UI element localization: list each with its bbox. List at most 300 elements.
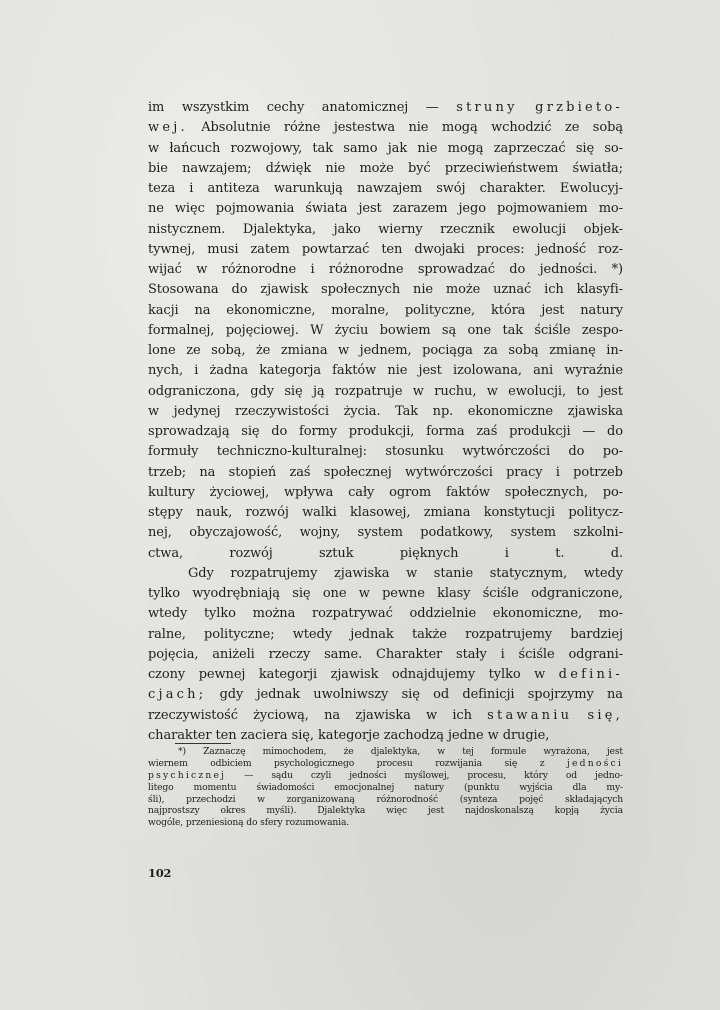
word: rzeczywistość (148, 707, 238, 723)
word: wyrażona, (543, 746, 590, 757)
word: charakter (148, 727, 212, 743)
word: rozwój (229, 545, 273, 561)
word: także (411, 626, 447, 642)
word: jedności. (539, 262, 598, 277)
word: dwojaki (414, 241, 465, 257)
word: wojny, (299, 525, 341, 541)
word: rozwój (245, 505, 289, 520)
word: jedynej (173, 403, 221, 419)
word: do (607, 424, 623, 439)
spaced-word: cjach; (148, 687, 207, 703)
word: obyczajowość, (189, 525, 283, 541)
word: na (607, 687, 623, 703)
spaced-word: struny (456, 100, 518, 115)
word: jedne (447, 727, 484, 743)
word: cechy (266, 100, 305, 115)
word: wtedy (583, 565, 623, 581)
word: stosunku (385, 444, 444, 460)
word: myśli). (266, 805, 297, 817)
word: produkcji, (348, 424, 415, 439)
text-line (148, 625, 623, 645)
word: się, (291, 727, 314, 743)
word: ewolucji, (508, 383, 567, 399)
word: ściśle (482, 586, 519, 601)
text-line (148, 240, 623, 260)
footnote-block (148, 746, 623, 829)
word: ctwa, (148, 545, 184, 561)
word: produkcji (509, 424, 571, 439)
text-line (148, 503, 623, 523)
word: — (582, 424, 596, 439)
word: i (189, 181, 194, 196)
word: od (433, 687, 450, 703)
word: faktów (445, 484, 490, 500)
word: światła; (572, 160, 623, 176)
word: odbiciem (210, 757, 252, 769)
word: czyli (310, 769, 332, 781)
word: po- (602, 444, 623, 460)
spaced-word: defini- (558, 667, 623, 682)
word: nawzajem (356, 181, 423, 196)
text-line (148, 544, 623, 564)
word: do (568, 444, 585, 460)
text-line (148, 98, 623, 118)
word: samo (343, 140, 378, 156)
word: spojrzymy (527, 687, 594, 703)
word: ani (533, 363, 554, 379)
word: nie (417, 140, 438, 156)
word: czony (148, 667, 186, 682)
text-line (148, 321, 623, 341)
word: najdoskonalszą (464, 805, 534, 817)
word: *) (611, 262, 623, 277)
main-text-block (148, 98, 623, 746)
word: wogóle, (148, 817, 184, 829)
word: tylko (203, 606, 236, 622)
text-line (148, 442, 623, 462)
word: emocjonalnej (334, 781, 395, 793)
word: ralne, (148, 626, 186, 642)
word: się (401, 687, 420, 703)
word: antiteza (207, 181, 260, 196)
word: (punktu (463, 781, 500, 793)
word: społecznej (323, 464, 392, 480)
text-line (148, 341, 623, 361)
footnote-line (148, 770, 623, 782)
word: potrzeb (573, 464, 623, 480)
text-line (148, 179, 623, 199)
word: różnorodne (221, 262, 297, 277)
word: w (487, 727, 499, 743)
word: gdy (250, 383, 274, 399)
word: i (500, 646, 505, 662)
word: na (324, 707, 341, 723)
text-line (148, 645, 623, 665)
page-number: 102 (148, 866, 172, 880)
word: najprostszy (148, 805, 200, 817)
word: ściśle (534, 322, 571, 338)
word: sobą (592, 120, 623, 136)
word: do (271, 424, 288, 439)
word: kacji (148, 302, 179, 318)
word: pojmowaniem (497, 201, 588, 217)
spaced-word: jedności (566, 757, 623, 769)
word: drugie, (502, 727, 550, 743)
word: i (504, 545, 509, 561)
word: kopją (554, 805, 580, 817)
text-line (148, 118, 623, 138)
word: im (148, 100, 165, 115)
word: zorganizowaną (286, 793, 355, 805)
word: wyjścia (519, 781, 553, 793)
word: w (534, 667, 546, 682)
word: sfery (260, 817, 283, 829)
word: ten (215, 727, 237, 743)
word: łańcuch (169, 140, 221, 156)
word: jest (599, 383, 623, 399)
word: się (575, 140, 595, 156)
word: pojęcia, (148, 646, 199, 662)
word: się (504, 757, 518, 769)
word: zjawiska (355, 707, 411, 723)
word: Absolutnie (201, 120, 271, 136)
footnote-line (148, 805, 623, 817)
word: świadomości (256, 781, 315, 793)
text-line (148, 139, 623, 159)
word: sobą (508, 343, 539, 358)
word: do (246, 817, 258, 829)
word: się (284, 383, 303, 399)
word: społecznych, (504, 484, 588, 500)
word: dźwięk (265, 160, 312, 176)
word: nie (413, 282, 433, 298)
word: nauk, (196, 505, 233, 520)
word: przeciwieństwem (444, 160, 559, 176)
word: składających (564, 793, 623, 805)
word: ich (544, 282, 564, 298)
word: sobą, (211, 343, 246, 358)
footnote-line (148, 794, 623, 806)
word: różnorodne (328, 262, 404, 277)
word: — (244, 769, 254, 781)
word: stępy (148, 505, 183, 520)
text-line (148, 665, 623, 685)
text-line (148, 483, 623, 503)
word: *) (178, 746, 186, 757)
word: są (441, 322, 457, 338)
word: wiernem (148, 757, 188, 769)
word: zmiana (423, 505, 471, 520)
word: d. (610, 545, 623, 561)
word: swój (436, 181, 466, 196)
word: rozpatruje (334, 383, 403, 399)
word: klasowej, (350, 505, 411, 520)
word: np. (432, 403, 454, 419)
word: wchodzić (491, 120, 552, 136)
text-line (148, 422, 623, 442)
word: nawzajem; (182, 160, 252, 176)
word: odnajdujemy (391, 667, 476, 682)
word: w (358, 586, 370, 601)
word: do (231, 282, 248, 298)
word: przeniesioną (185, 817, 244, 829)
word: może (445, 282, 481, 298)
word: w (338, 343, 350, 358)
footnote-line (148, 746, 623, 758)
word: rozwijania (435, 757, 482, 769)
word: aniżeli (212, 646, 255, 662)
word: zaciera (240, 727, 288, 743)
word: zespo- (581, 322, 623, 338)
word: one (322, 586, 347, 601)
word: która (490, 302, 526, 318)
word: wytwórczości (405, 464, 493, 480)
word: zjawiska (567, 403, 623, 419)
word: sprowadzać (417, 262, 495, 277)
word: tylko (488, 667, 521, 682)
word: formule (490, 746, 527, 757)
word: formy (299, 424, 338, 439)
word: mo- (598, 201, 623, 217)
word: wtedy (292, 626, 332, 642)
word: nistycznem. (148, 221, 226, 237)
word: Tak (395, 403, 419, 419)
word: być (407, 160, 431, 176)
word: my- (606, 781, 623, 793)
word: bardziej (570, 626, 623, 642)
word: odgraniczona, (148, 383, 240, 399)
spaced-word: wej. (148, 120, 188, 136)
text-line (148, 220, 623, 240)
word: zmiana (280, 343, 328, 358)
word: formuły (148, 444, 199, 460)
word: system (357, 525, 403, 541)
word: ekonomiczne (467, 403, 553, 419)
word: się (241, 424, 260, 439)
word: życiową, (253, 707, 309, 723)
word: i (555, 464, 560, 480)
word: oddzielnie (409, 606, 477, 622)
word: ogrom (389, 484, 432, 500)
word: so- (604, 140, 623, 156)
word: natury (580, 302, 623, 318)
word: Djalektyka, (242, 221, 317, 237)
word: proces: (476, 241, 525, 257)
word: wtedy (148, 606, 188, 622)
word: rzeczy (268, 646, 311, 662)
word: pracy (506, 464, 543, 480)
word: więc (174, 201, 205, 217)
word: ten (381, 241, 403, 257)
word: na (194, 302, 211, 318)
text-line (148, 523, 623, 543)
word: różnorodność (376, 793, 438, 805)
word: jedności (349, 769, 387, 781)
text-line (148, 706, 623, 726)
word: zmianę (549, 343, 596, 358)
word: pewne (382, 586, 425, 601)
word: one (467, 322, 492, 338)
word: ekonomiczne, (492, 606, 582, 622)
word: to (576, 383, 590, 399)
word: nie (408, 120, 429, 136)
word: pociąga (422, 343, 473, 358)
word: bie (148, 160, 168, 176)
word: i (194, 363, 199, 379)
word: lone (148, 343, 176, 358)
word: same. (324, 646, 363, 662)
word: może (359, 160, 394, 176)
word: społecznych (321, 282, 401, 298)
text-line (148, 685, 623, 705)
word: rozpatrywać (311, 606, 393, 622)
word: Stosowana (148, 282, 219, 298)
word: odgrani- (568, 646, 623, 662)
word: trzeb; (148, 464, 187, 480)
word: tej (462, 746, 474, 757)
word: zachodzą (383, 727, 444, 743)
word: zatem (250, 241, 290, 257)
word: że (255, 343, 271, 358)
word: ewolucji (512, 221, 567, 237)
word: jego (458, 201, 486, 217)
word: kategorja (259, 363, 321, 379)
word: jednak (256, 687, 301, 703)
word: podatkowy, (420, 525, 494, 541)
word: śli), (148, 793, 165, 805)
word: odgraniczone, (531, 586, 623, 601)
word: objek- (583, 221, 623, 237)
word: rozpatrujemy (465, 626, 553, 642)
word: wytwórczości (462, 444, 551, 460)
text-line (148, 463, 623, 483)
word: in- (606, 343, 623, 358)
word: od (565, 769, 577, 781)
word: stanie (433, 565, 474, 581)
text-line (148, 564, 623, 584)
word: zaś (476, 424, 498, 439)
word: djalektyka, (370, 746, 421, 757)
word: który (524, 769, 548, 781)
word: zjawisk (260, 282, 309, 298)
word: jednak (350, 626, 394, 642)
word: charakter. (479, 181, 546, 196)
word: jest (427, 805, 444, 817)
word: rzecznik (440, 221, 495, 237)
word: rozumowania. (285, 817, 350, 829)
word: żadna (209, 363, 248, 379)
word: rozwojowy, (230, 140, 303, 156)
word: pewnej (198, 667, 246, 682)
word: rozpatrujemy (230, 565, 318, 581)
word: z (539, 757, 545, 769)
word: nych, (148, 363, 184, 379)
word: mogą (447, 140, 484, 156)
word: Zaznaczę (203, 746, 246, 757)
word: tak (312, 140, 333, 156)
word: warunkują (273, 181, 343, 196)
word: mogą (441, 120, 478, 136)
word: szkolni- (573, 525, 623, 541)
word: w (426, 707, 438, 723)
word: uwolniwszy (313, 687, 389, 703)
word: pojęć (519, 793, 544, 805)
word: tylko (148, 586, 180, 601)
word: zaprzeczać (493, 140, 566, 156)
word: w (148, 140, 160, 156)
word: momentu (193, 781, 237, 793)
word: sztuk (318, 545, 354, 561)
word: ze (186, 343, 201, 358)
word: kategorji (258, 667, 318, 682)
word: w (148, 403, 160, 419)
word: procesu (376, 757, 413, 769)
word: nie (387, 363, 408, 379)
word: jak (387, 140, 408, 156)
word: statycznym, (489, 565, 568, 581)
word: faktów (332, 363, 377, 379)
word: polityczne, (404, 302, 476, 318)
word: pięknych (399, 545, 459, 561)
word: t. (555, 545, 565, 561)
word: jako (333, 221, 361, 237)
footnote-line (148, 782, 623, 794)
word: że (343, 746, 354, 757)
word: klasyfi- (576, 282, 623, 298)
word: klasy (437, 586, 471, 601)
word: ją (312, 383, 325, 399)
word: jest (606, 746, 623, 757)
word: natury (414, 781, 444, 793)
word: Ewolucyj- (559, 181, 623, 196)
word: bowiem (379, 322, 431, 338)
word: zaś (289, 464, 311, 480)
word: W (310, 322, 324, 338)
word: — (425, 100, 439, 115)
word: konstytucji (483, 505, 555, 520)
word: procesu, (467, 769, 507, 781)
word: jednem, (359, 343, 412, 358)
text-line (148, 159, 623, 179)
word: więc (386, 805, 407, 817)
word: stały (456, 646, 487, 662)
text-line (148, 382, 623, 402)
footnote-line (148, 758, 623, 770)
word: wierny (378, 221, 423, 237)
word: myślowej, (404, 769, 450, 781)
word: musi (207, 241, 239, 257)
word: system (510, 525, 557, 541)
word: wpływa (284, 484, 334, 500)
word: tak (502, 322, 524, 338)
word: za (483, 343, 498, 358)
word: w (406, 565, 418, 581)
footnote-line (148, 817, 623, 829)
word: zjawisk (330, 667, 379, 682)
footnote-separator (175, 743, 231, 744)
spaced-word: stawaniu (487, 707, 573, 723)
word: nej, (148, 525, 172, 541)
word: ruchu, (434, 383, 477, 399)
text-line (148, 604, 623, 624)
word: różne (283, 120, 321, 136)
word: kategorje (317, 727, 380, 743)
word: ich (452, 707, 472, 723)
text-line (148, 260, 623, 280)
word: jestestwa (333, 120, 395, 136)
word: pojęciowej. (225, 322, 299, 338)
word: zjawiska (334, 565, 390, 581)
